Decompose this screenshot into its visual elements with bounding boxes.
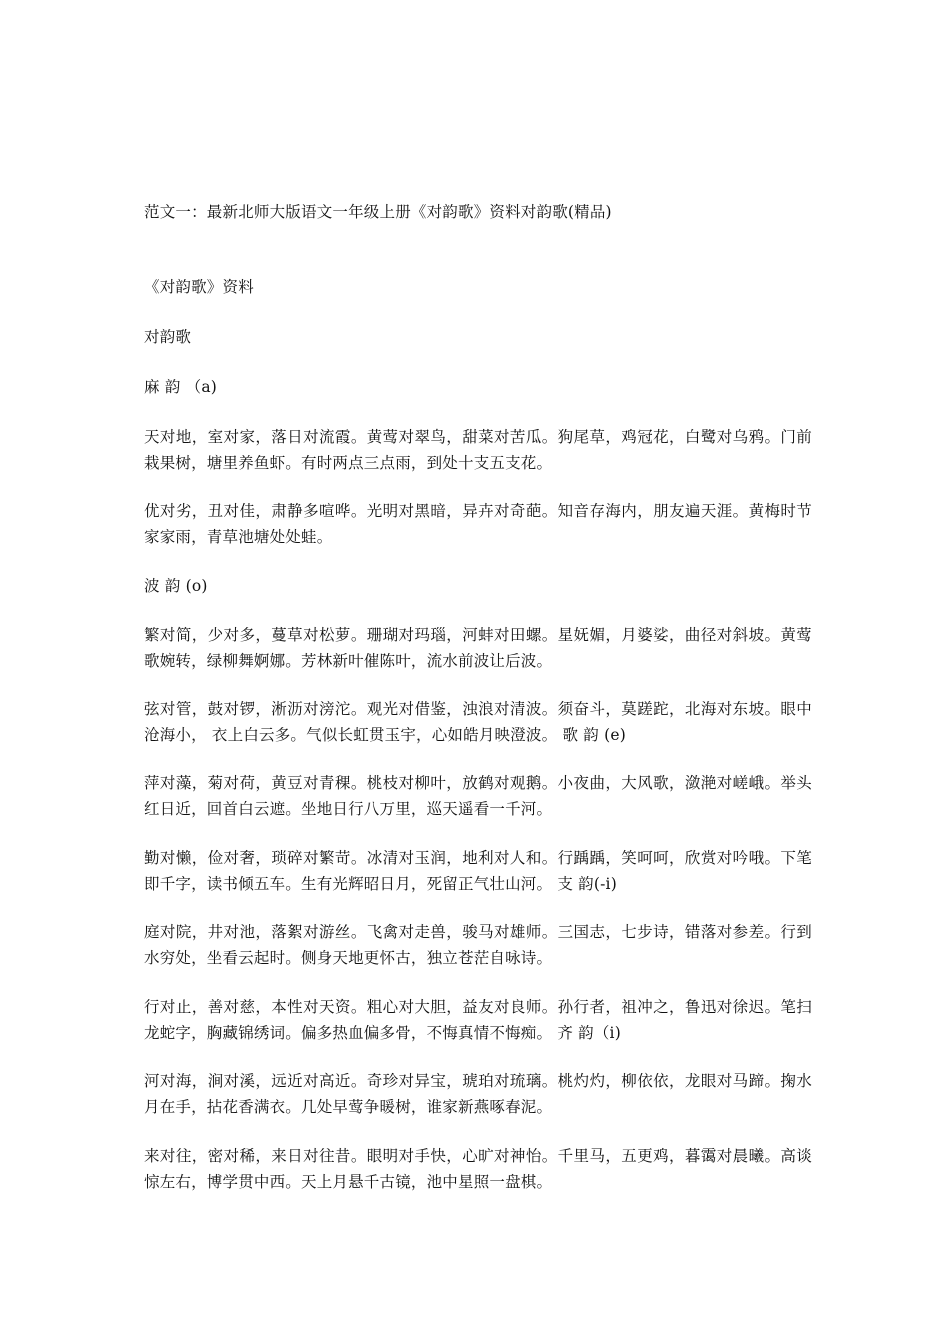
paragraph: 优对劣，丑对佳，肃静多喧哗。光明对黑暗，异卉对奇葩。知音存海内，朋友遍天涯。黄梅时节家家雨，青草池塘处处蛙。 <box>144 502 812 546</box>
paragraph: 庭对院，井对池，落絮对游丝。飞禽对走兽，骏马对雄师。三国志，七步诗，错落对参差。行到水穷处，坐看云起时。侧身天地更怀古，独立苍茫自咏诗。 <box>144 923 812 967</box>
subtitle: 《对韵歌》资料 <box>144 278 254 296</box>
paragraph: 弦对管，鼓对锣，淅沥对滂沱。观光对借鉴，浊浪对清波。须奋斗，莫蹉跎，北海对东坡。眼中沧海小， 衣上白云多。气似长虹贯玉宇，心如皓月映澄波。 歌 韵 (e) <box>144 700 812 744</box>
section-heading-bo: 波 韵 (o) <box>144 577 208 595</box>
poem-title: 对韵歌 <box>144 328 192 346</box>
paragraph: 勤对懒，俭对奢，琐碎对繁苛。冰清对玉润，地利对人和。行踽踽，笑呵呵，欣赏对吟哦。下笔即千字，读书倾五车。生有光辉昭日月，死留正气壮山河。 支 韵(-i) <box>144 849 812 893</box>
paragraph: 繁对简，少对多，蔓草对松萝。珊瑚对玛瑙，河蚌对田螺。星妩媚，月婆娑，曲径对斜坡。黄莺歌婉转，绿柳舞婀娜。芳林新叶催陈叶，流水前波让后波。 <box>144 626 812 670</box>
document-title: 范文一：最新北师大版语文一年级上册《对韵歌》资料对韵歌(精品) <box>144 203 612 221</box>
paragraph: 河对海，涧对溪，远近对高近。奇珍对异宝，琥珀对琉璃。桃灼灼，柳依依，龙眼对马蹄。掬水月在手，拈花香满衣。几处早莺争暖树，谁家新燕啄春泥。 <box>144 1072 812 1116</box>
paragraph: 萍对藻，菊对荷，黄豆对青稞。桃枝对柳叶，放鹤对观鹅。小夜曲，大风歌，潋滟对嵯峨。举头红日近，回首白云遮。坐地日行八万里，巡天遥看一千河。 <box>144 774 812 818</box>
paragraph: 行对止，善对慈，本性对天资。粗心对大胆，益友对良师。孙行者，祖冲之，鲁迅对徐迟。笔扫龙蛇字，胸藏锦绣词。偏多热血偏多骨，不悔真情不悔痴。 齐 韵（i) <box>144 998 812 1042</box>
paragraph: 天对地，室对家，落日对流霞。黄莺对翠鸟，甜菜对苦瓜。狗尾草，鸡冠花，白鹭对乌鸦。门前栽果树，塘里养鱼虾。有时两点三点雨，到处十支五支花。 <box>144 428 812 472</box>
paragraph: 来对往，密对稀，来日对往昔。眼明对手快，心旷对神怡。千里马，五更鸡，暮霭对晨曦。高谈惊左右，博学贯中西。天上月悬千古镜，池中星照一盘棋。 <box>144 1147 812 1191</box>
section-heading-ma: 麻 韵 （a) <box>144 378 218 396</box>
